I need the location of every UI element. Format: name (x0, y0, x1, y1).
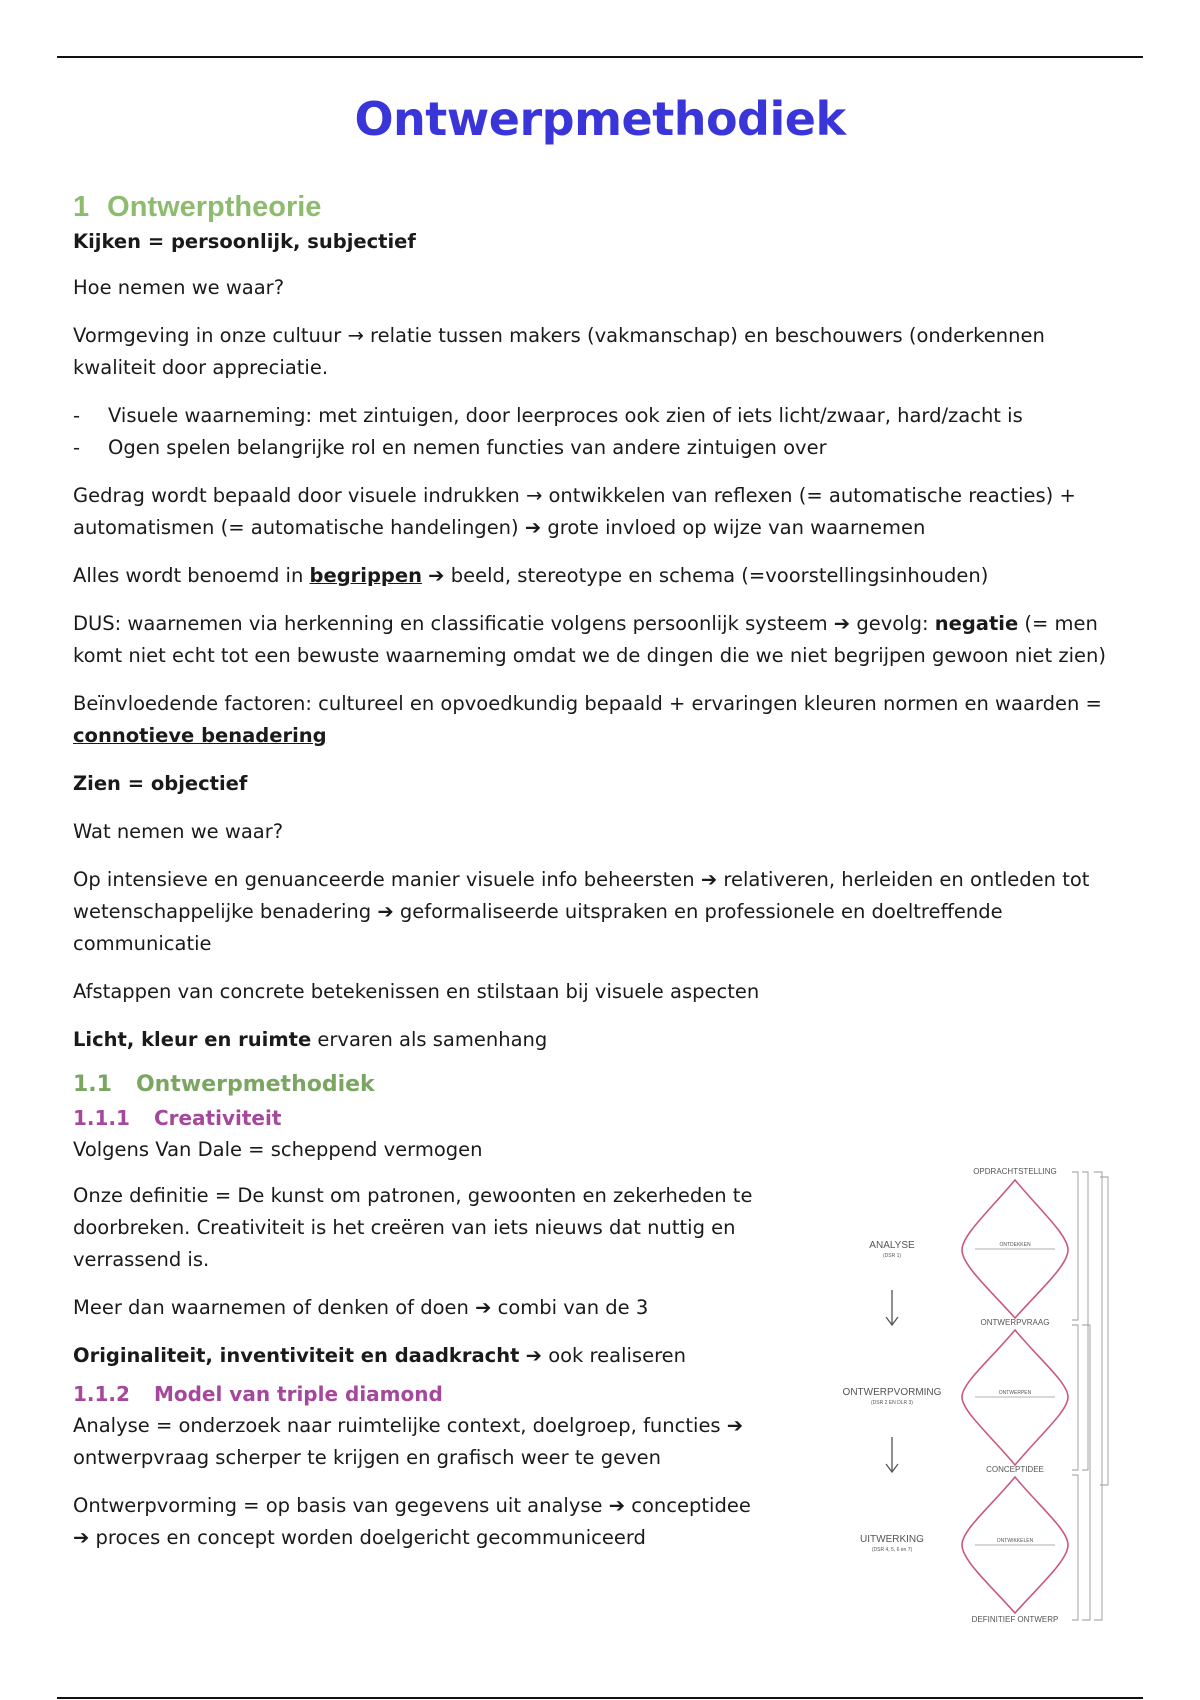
triple-diamond-paragraph-1: Analyse = onderzoek naar ruimtelijke context, doelgroep, functies ➔ ontwerpvraag scherper te krijgen en grafisch weer te geven (73, 1414, 744, 1469)
inner-label-ontwerpen: ONTWERPEN (998, 1390, 1032, 1396)
heading-section-1-1-2: 1.1.2 Model van triple diamond (73, 1382, 443, 1406)
kijken-paragraph-1: Vormgeving in onze cultuur → relatie tussen makers (vakmanschap) en beschouwers (onderkennen kwaliteit door appreciatie. (73, 324, 1045, 379)
kijken-paragraph-2: Gedrag wordt bepaald door visuele indrukken → ontwikkelen van reflexen (= automatische reacties) + automatismen (= automatische handelingen) ➔ grote invloed op wijze van waarnemen (73, 484, 1076, 539)
phase-brackets (1072, 1172, 1108, 1620)
kijken-bullet-list (73, 400, 1113, 464)
zien-paragraph-1: Op intensieve en genuanceerde manier visuele info beheersten ➔ relativeren, herleiden en ontleden tot wetenschappelijke benadering ➔ geformaliseerde uitspraken en professionele en doeltreffende communicatie (73, 868, 1090, 955)
kijken-paragraph-3: Alles wordt benoemd in begrippen ➔ beeld, stereotype en schema (=voorstellingsinhouden) (73, 564, 989, 587)
zien-question: Wat nemen we waar? (73, 820, 284, 843)
list-item: - Ogen spelen belangrijke rol en nemen functies van andere zintuigen over (73, 432, 1113, 464)
heading-section-1-1: 1.1 Ontwerpmethodiek (73, 1072, 375, 1097)
page-title: Ontwerpmethodiek (354, 92, 846, 146)
term-connotieve-benadering: connotieve benadering (73, 724, 327, 747)
inner-label-ontdekken: ONTDEKKEN (999, 1242, 1031, 1248)
label-ontwerpvraag: ONTWERPVRAAG (980, 1318, 1050, 1327)
kijken-heading: Kijken = persoonlijk, subjectief (73, 230, 416, 253)
zien-paragraph-3: Licht, kleur en ruimte ervaren als samenhang (73, 1028, 548, 1051)
bottom-rule (57, 1697, 1143, 1699)
triple-diamond-paragraph-2: Ontwerpvorming = op basis van gegevens uit analyse ➔ conceptidee ➔ proces en concept worden doelgericht gecommuniceerd (73, 1494, 751, 1549)
kijken-question: Hoe nemen we waar? (73, 276, 285, 299)
stage-analyse: ANALYSE (869, 1240, 915, 1251)
zien-heading: Zien = objectief (73, 772, 248, 795)
triple-diamond-diagram (830, 1165, 1130, 1625)
heading-section-1-1-1: 1.1.1 Creativiteit (73, 1106, 282, 1130)
label-definitief-ontwerp: DEFINITIEF ONTWERP (971, 1615, 1059, 1624)
down-arrow-icon (886, 1290, 898, 1325)
section-number: 1 (73, 191, 90, 223)
kijken-paragraph-4: DUS: waarnemen via herkenning en classificatie volgens persoonlijk systeem ➔ gevolg: negatie (= men komt niet echt tot een bewuste waarneming omdat we de dingen die we niet begrijpen gewoon niet zien) (73, 612, 1106, 667)
section-title: Ontwerptheorie (107, 191, 322, 223)
stage-ontwerpvorming: ONTWERPVORMING (842, 1387, 942, 1398)
creativiteit-paragraph-3: Meer dan waarnemen of denken of doen ➔ combi van de 3 (73, 1296, 649, 1319)
creativiteit-paragraph-1: Volgens Van Dale = scheppend vermogen (73, 1138, 483, 1161)
creativiteit-paragraph-4: Originaliteit, inventiviteit en daadkracht ➔ ook realiseren (73, 1344, 687, 1367)
kijken-paragraph-5: Beïnvloedende factoren: cultureel en opvoedkundig bepaald + ervaringen kleuren normen en waarden = connotieve benadering (73, 692, 1102, 747)
term-begrippen: begrippen (309, 564, 422, 587)
down-arrow-icon (886, 1437, 898, 1472)
label-opdrachtstelling: OPDRACHTSTELLING (973, 1167, 1057, 1176)
inner-label-ontwikkelen: ONTWIKKELEN (996, 1538, 1034, 1544)
term-negatie: negatie (934, 612, 1019, 635)
stage-analyse-sub: (DSR 1) (882, 1253, 902, 1259)
creativiteit-paragraph-2: Onze definitie = De kunst om patronen, gewoonten en zekerheden te doorbreken. Creativiteit is het creëren van iets nieuws dat nuttig en verrassend is. (73, 1184, 753, 1271)
creativiteit-text (73, 1134, 773, 1554)
stage-uitwerking: UITWERKING (860, 1534, 924, 1545)
stage-uitwerking-sub: (DSR 4, 5, 6 en 7) (871, 1547, 913, 1553)
diamond-2 (962, 1330, 1068, 1465)
label-conceptidee: CONCEPTIDEE (986, 1465, 1044, 1474)
stage-ontwerpvorming-sub: (DSR 2 EN DLR 3) (871, 1400, 913, 1406)
top-rule (57, 56, 1143, 58)
list-item: - Visuele waarneming: met zintuigen, door leerproces ook zien of iets licht/zwaar, hard/zacht is (73, 400, 1113, 432)
zien-paragraph-2: Afstappen van concrete betekenissen en stilstaan bij visuele aspecten (73, 980, 760, 1003)
heading-section-1 (73, 188, 1113, 226)
